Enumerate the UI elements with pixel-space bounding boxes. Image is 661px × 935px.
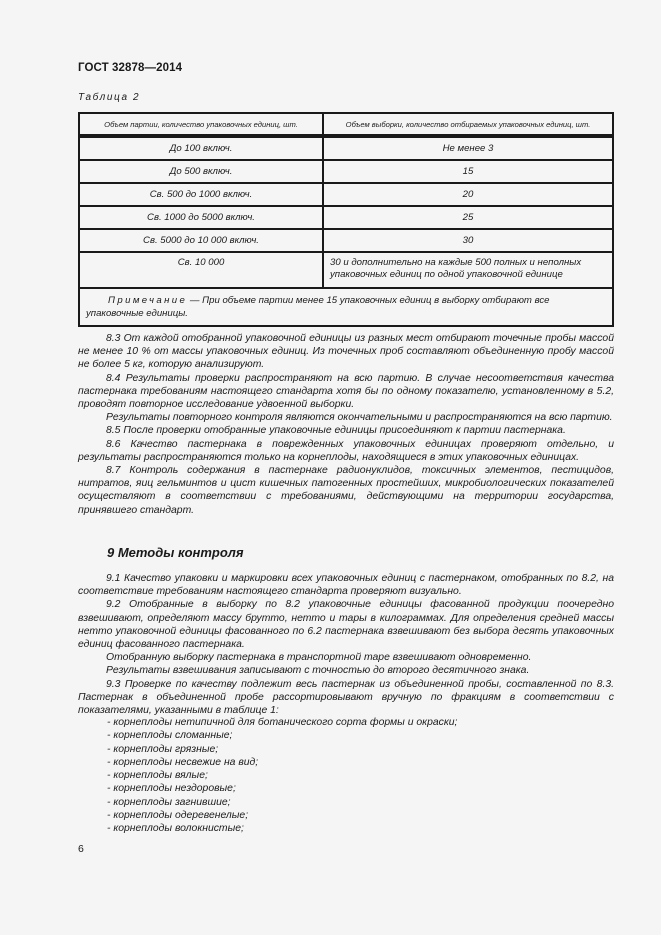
- list-item: - корнеплоды одеревенелые;: [107, 810, 249, 822]
- lot-cell: До 500 включ.: [79, 160, 323, 183]
- paragraph-8-4-result: Результаты повторного контроля являются окончательными и распространяются на всю партию.: [106, 412, 613, 424]
- lot-cell: До 100 включ.: [79, 136, 323, 160]
- paragraph-8-6: 8.6 Качество пастернака в поврежденных упаковочных единицах проверяют отдельно, и результаты распространяются только на корнеплоды, находящиеся в этих упаковочных единицах.: [78, 438, 614, 463]
- table-row: [79, 183, 613, 206]
- section-8-body: [78, 332, 614, 517]
- list-item: - корнеплоды нетипичной для ботанического сорта формы и окраски;: [107, 717, 458, 728]
- column-header-sample: Объем выборки, количество отбираемых упаковочных единиц, шт.: [323, 113, 613, 136]
- note-text: — При объеме партии менее 15 упаковочных единиц в выборку отбирают все упаковочные единицы.: [86, 295, 550, 319]
- document-code: ГОСТ 32878—2014: [78, 62, 183, 74]
- paragraph-8-4: 8.4 Результаты проверки распространяют на всю партию. В случае несоответствия качества пастернака требованиям настоящего стандарта хотя бы по одному показателю, установленному в 5.2, проводят повторное исследование удвоенной выборки.: [78, 372, 614, 411]
- list-item: - корнеплоды грязные;: [107, 743, 219, 755]
- defect-list: [107, 716, 457, 836]
- section-9-body: [78, 572, 614, 717]
- table-row: [79, 252, 613, 288]
- table-header-row: [79, 113, 613, 136]
- list-item: - корнеплоды загнившие;: [107, 796, 231, 808]
- sample-size-table: [78, 112, 614, 327]
- section-9-title: 9 Методы контроля: [107, 545, 244, 560]
- lot-cell: Св. 10 000: [79, 252, 323, 288]
- table-note-row: [79, 288, 613, 326]
- table-row: [79, 160, 613, 183]
- list-item: - корнеплоды вялые;: [107, 770, 208, 782]
- list-item: - корнеплоды сломанные;: [107, 730, 233, 742]
- paragraph-9-3: 9.3 Проверке по качеству подлежит весь пастернак из объединенной пробы, составленной по 8.3. Пастернак в объединенной пробе рассортировывают вручную по фракциям в соответствии с показателями, указанными в таблице 1:: [78, 678, 614, 717]
- lot-cell: Св. 5000 до 10 000 включ.: [79, 229, 323, 252]
- paragraph-8-7: 8.7 Контроль содержания в пастернаке радионуклидов, токсичных элементов, пестицидов, нитратов, яиц гельминтов и цист кишечных патогенных простейших, микробиологических показателей осуществляют в соответствии с требованиями, действующими на территории государства, принявшего стандарт.: [78, 465, 614, 516]
- page-number: 6: [78, 843, 84, 855]
- sample-cell: 30: [323, 229, 613, 252]
- paragraph-8-3: 8.3 От каждой отобранной упаковочной единицы из разных мест отбирают точечные пробы массой не менее 10 % от массы упаковочных единиц. Из точечных проб составляют объединенную пробу массой не более 5 кг, которую анализируют.: [78, 333, 614, 371]
- table-row: [79, 136, 613, 160]
- sample-cell: 30 и дополнительно на каждые 500 полных и неполных упаковочных единиц по одной упаковочной единице: [323, 252, 613, 288]
- column-header-lot: Объем партии, количество упаковочных единиц, шт.: [79, 113, 323, 136]
- paragraph-9-2-precision: Результаты взвешивания записывают с точностью до второго десятичного знака.: [106, 665, 530, 677]
- paragraph-9-1: 9.1 Качество упаковки и маркировки всех упаковочных единиц с пастернаком, отобранных по 8.2, на соответствие требованиям настоящего стандарта проверяют визуально.: [78, 573, 614, 598]
- list-item: - корнеплоды несвежие на вид;: [107, 756, 259, 768]
- lot-cell: Св. 1000 до 5000 включ.: [79, 206, 323, 229]
- sample-cell: 20: [323, 183, 613, 206]
- list-item: - корнеплоды волокнистые;: [107, 823, 244, 835]
- table-caption: Таблица 2: [78, 92, 141, 103]
- table-row: [79, 206, 613, 229]
- table-row: [79, 229, 613, 252]
- note-label: Примечание: [108, 295, 188, 306]
- table-note: [79, 288, 613, 326]
- paragraph-9-2: 9.2 Отобранные в выборку по 8.2 упаковочные единицы фасованной продукции поочередно взвешивают, определяют массу брутто, нетто и тары в килограммах. Для определения средней массы нетто упаковочной единицы фасованного по 6.2 пастернака взвешивают без выбора десять упаковочных единиц фасованного пастернака.: [78, 599, 614, 651]
- sample-cell: 15: [323, 160, 613, 183]
- paragraph-9-2-transport: Отобранную выборку пастернака в транспортной таре взвешивают одновременно.: [106, 652, 532, 664]
- lot-cell: Св. 500 до 1000 включ.: [79, 183, 323, 206]
- list-item: - корнеплоды нездоровые;: [107, 783, 236, 795]
- sample-cell: Не менее 3: [323, 136, 613, 160]
- paragraph-8-5: 8.5 После проверки отобранные упаковочные единицы присоединяют к партии пастернака.: [106, 425, 566, 437]
- sample-cell: 25: [323, 206, 613, 229]
